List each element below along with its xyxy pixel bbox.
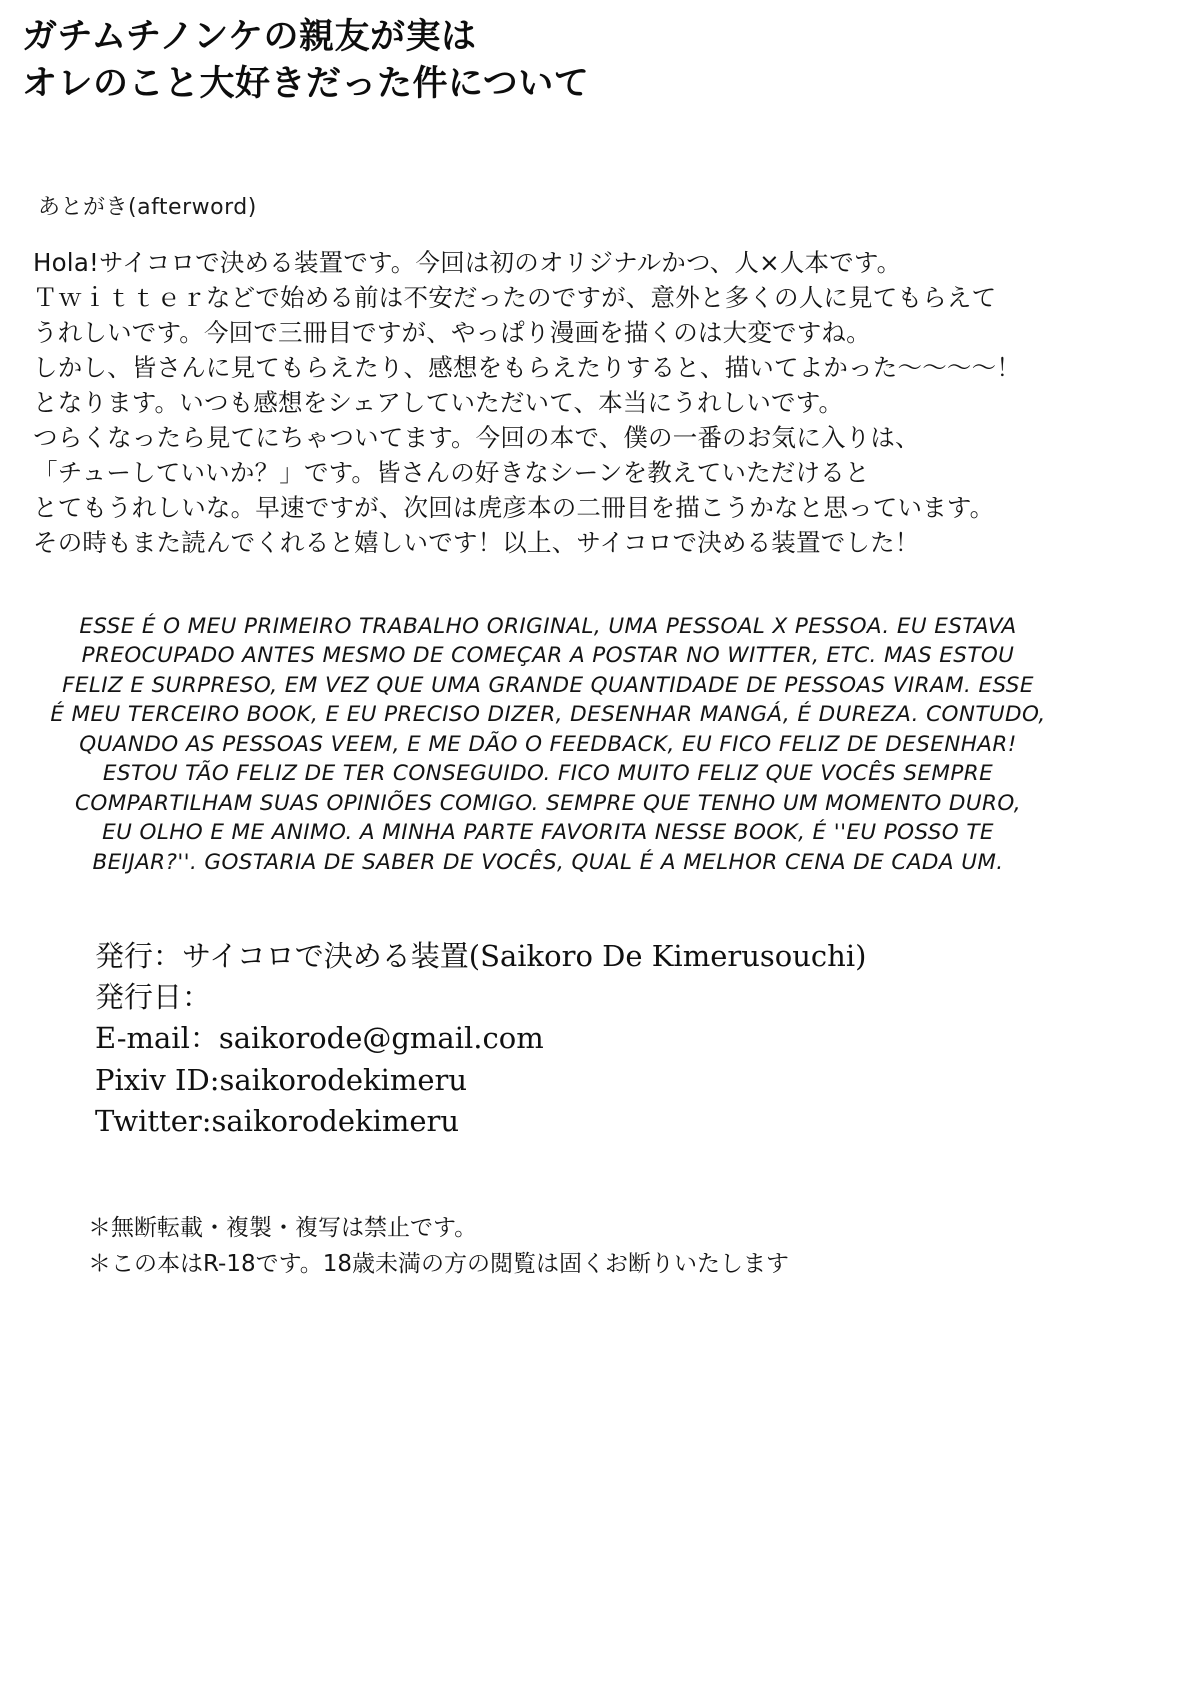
translation-line: BEIJAR?''. GOSTARIA DE SABER DE VOCÊS, QUAL É A MELHOR CENA DE CADA UM. — [92, 849, 1004, 875]
translation-line: ESTOU TÃO FELIZ DE TER CONSEGUIDO. FICO MUITO FELIZ QUE VOCÊS SEMPRE — [102, 761, 994, 787]
colophon — [95, 936, 866, 1142]
afterword-japanese-body — [33, 245, 1123, 560]
afterword-portuguese-translation — [0, 612, 1096, 877]
translation-line: PREOCUPADO ANTES MESMO DE COMEÇAR A POSTAR NO WITTER, ETC. MAS ESTOU — [81, 643, 1015, 669]
afterword-jp-line: うれしいです。今回で三冊目ですが、やっぱり漫画を描くのは大変ですね。 — [33, 318, 871, 348]
title-line-2: オレのこと大好きだった件について — [22, 63, 590, 104]
afterword-jp-line: Ｔｗｉｔｔｅｒなどで始める前は不安だったのですが、意外と多くの人に見てもらえて — [33, 283, 997, 313]
colophon-publisher: 発行：サイコロで決める装置(Saikoro De Kimerusouchi) — [95, 939, 867, 973]
translation-line: ESSE É O MEU PRIMEIRO TRABALHO ORIGINAL, UMA PESSOAL X PESSOA. EU ESTAVA — [79, 614, 1017, 639]
colophon-email: E-mail：saikorode@gmail.com — [95, 1021, 544, 1056]
afterword-jp-line: Hola!サイコロで決める装置です。今回は初のオリジナルかつ、人×人本です。 — [33, 248, 902, 277]
translation-line: É MEU TERCEIRO BOOK, E EU PRECISO DIZER, DESENHAR MANGÁ, É DUREZA. CONTUDO, — [50, 702, 1046, 728]
afterword-jp-line: しかし、皆さんに見てもらえたり、感想をもらえたりすると、描いてよかった〜〜〜〜！ — [33, 353, 1021, 383]
colophon-publish-date: 発行日： — [95, 980, 212, 1015]
afterword-jp-line: とてもうれしいな。早速ですが、次回は虎彦本の二冊目を描こうかなと思っています。 — [33, 493, 995, 523]
translation-line: COMPARTILHAM SUAS OPINIÕES COMIGO. SEMPRE QUE TENHO UM MOMENTO DURO, — [74, 790, 1022, 816]
notice-age-restriction: ＊この本はR-18です。18歳未満の方の閲覧は固くお断りいたします — [88, 1250, 790, 1277]
afterword-jp-line: 「チューしていいか？」です。皆さんの好きなシーンを教えていただけると — [33, 458, 870, 488]
translation-line: QUANDO AS PESSOAS VEEM, E ME DÃO O FEEDBACK, EU FICO FELIZ DE DESENHAR! — [79, 731, 1017, 757]
afterword-jp-line: その時もまた読んでくれると嬉しいです！以上、サイコロで決める装置でした！ — [33, 528, 920, 558]
translation-line: FELIZ E SURPRESO, EM VEZ QUE UMA GRANDE QUANTIDADE DE PESSOAS VIRAM. ESSE — [62, 672, 1034, 698]
page-title — [22, 14, 1022, 108]
colophon-twitter: Twitter:saikorodekimeru — [95, 1103, 460, 1138]
colophon-pixiv-id: Pixiv ID:saikorodekimeru — [95, 1062, 468, 1097]
legal-notices — [88, 1211, 789, 1282]
afterword-heading: あとがき(afterword) — [38, 195, 257, 220]
translation-line: EU OLHO E ME ANIMO. A MINHA PARTE FAVORITA NESSE BOOK, É ''EU POSSO TE — [102, 820, 994, 846]
afterword-jp-line: となります。いつも感想をシェアしていただいて、本当にうれしいです。 — [33, 388, 844, 418]
afterword-jp-line: つらくなったら見てにちゃついてます。今回の本で、僕の一番のお気に入りは、 — [33, 423, 920, 453]
title-line-1: ガチムチノンケの親友が実は — [22, 17, 477, 57]
notice-reproduction: ＊無断転載・複製・複写は禁止です。 — [88, 1215, 478, 1241]
